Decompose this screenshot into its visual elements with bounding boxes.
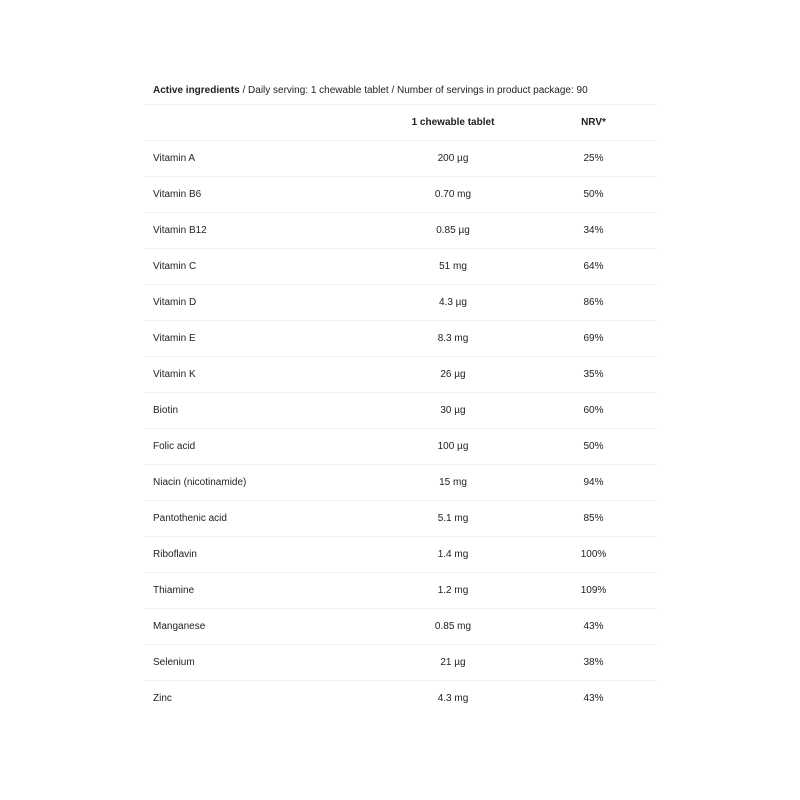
ingredient-nrv: 50%	[530, 177, 657, 213]
table-row	[145, 681, 657, 717]
ingredient-amount: 200 µg	[376, 141, 530, 177]
ingredient-amount: 1.4 mg	[376, 537, 530, 573]
ingredient-name: Niacin (nicotinamide)	[145, 465, 376, 501]
ingredient-amount: 4.3 mg	[376, 681, 530, 717]
table-row	[145, 429, 657, 465]
ingredient-amount: 8.3 mg	[376, 321, 530, 357]
ingredient-amount: 0.85 µg	[376, 213, 530, 249]
ingredient-name: Vitamin B6	[145, 177, 376, 213]
ingredient-name: Selenium	[145, 645, 376, 681]
ingredient-amount: 100 µg	[376, 429, 530, 465]
table-row	[145, 573, 657, 609]
ingredients-panel	[145, 80, 657, 716]
ingredient-name: Vitamin E	[145, 321, 376, 357]
ingredient-nrv: 50%	[530, 429, 657, 465]
ingredient-nrv: 38%	[530, 645, 657, 681]
table-row	[145, 213, 657, 249]
table-row	[145, 249, 657, 285]
table-row	[145, 177, 657, 213]
ingredient-amount: 30 µg	[376, 393, 530, 429]
ingredient-amount: 1.2 mg	[376, 573, 530, 609]
ingredient-nrv: 43%	[530, 681, 657, 717]
table-body	[145, 141, 657, 717]
ingredient-name: Folic acid	[145, 429, 376, 465]
ingredient-nrv: 64%	[530, 249, 657, 285]
ingredient-amount: 26 µg	[376, 357, 530, 393]
ingredient-nrv: 94%	[530, 465, 657, 501]
table-row	[145, 141, 657, 177]
caption-title: Active ingredients	[153, 85, 240, 96]
table-row	[145, 321, 657, 357]
ingredient-name: Vitamin A	[145, 141, 376, 177]
ingredient-nrv: 85%	[530, 501, 657, 537]
ingredient-nrv: 109%	[530, 573, 657, 609]
ingredient-name: Manganese	[145, 609, 376, 645]
ingredient-amount: 0.70 mg	[376, 177, 530, 213]
ingredient-nrv: 86%	[530, 285, 657, 321]
ingredient-name: Thiamine	[145, 573, 376, 609]
table-row	[145, 609, 657, 645]
table-row	[145, 645, 657, 681]
ingredient-nrv: 43%	[530, 609, 657, 645]
ingredient-amount: 15 mg	[376, 465, 530, 501]
table-row	[145, 537, 657, 573]
ingredient-name: Biotin	[145, 393, 376, 429]
caption-details: / Daily serving: 1 chewable tablet / Number of servings in product package: 90	[239, 85, 588, 96]
ingredient-amount: 0.85 mg	[376, 609, 530, 645]
ingredient-name: Zinc	[145, 681, 376, 717]
ingredient-name: Vitamin B12	[145, 213, 376, 249]
table-caption	[145, 80, 657, 104]
ingredient-amount: 5.1 mg	[376, 501, 530, 537]
ingredient-nrv: 60%	[530, 393, 657, 429]
ingredient-name: Riboflavin	[145, 537, 376, 573]
table-row	[145, 501, 657, 537]
table-row	[145, 465, 657, 501]
ingredient-nrv: 25%	[530, 141, 657, 177]
table-header-row	[145, 105, 657, 141]
table-row	[145, 393, 657, 429]
table-row	[145, 285, 657, 321]
ingredients-table	[145, 104, 657, 716]
ingredient-nrv: 69%	[530, 321, 657, 357]
table-row	[145, 357, 657, 393]
header-nrv: NRV*	[530, 105, 657, 141]
ingredient-name: Vitamin K	[145, 357, 376, 393]
header-ingredient	[145, 105, 376, 141]
ingredient-amount: 4.3 µg	[376, 285, 530, 321]
ingredient-nrv: 100%	[530, 537, 657, 573]
ingredient-name: Pantothenic acid	[145, 501, 376, 537]
ingredient-nrv: 34%	[530, 213, 657, 249]
ingredient-name: Vitamin C	[145, 249, 376, 285]
ingredient-amount: 51 mg	[376, 249, 530, 285]
ingredient-amount: 21 µg	[376, 645, 530, 681]
ingredient-name: Vitamin D	[145, 285, 376, 321]
header-amount: 1 chewable tablet	[376, 105, 530, 141]
ingredient-nrv: 35%	[530, 357, 657, 393]
